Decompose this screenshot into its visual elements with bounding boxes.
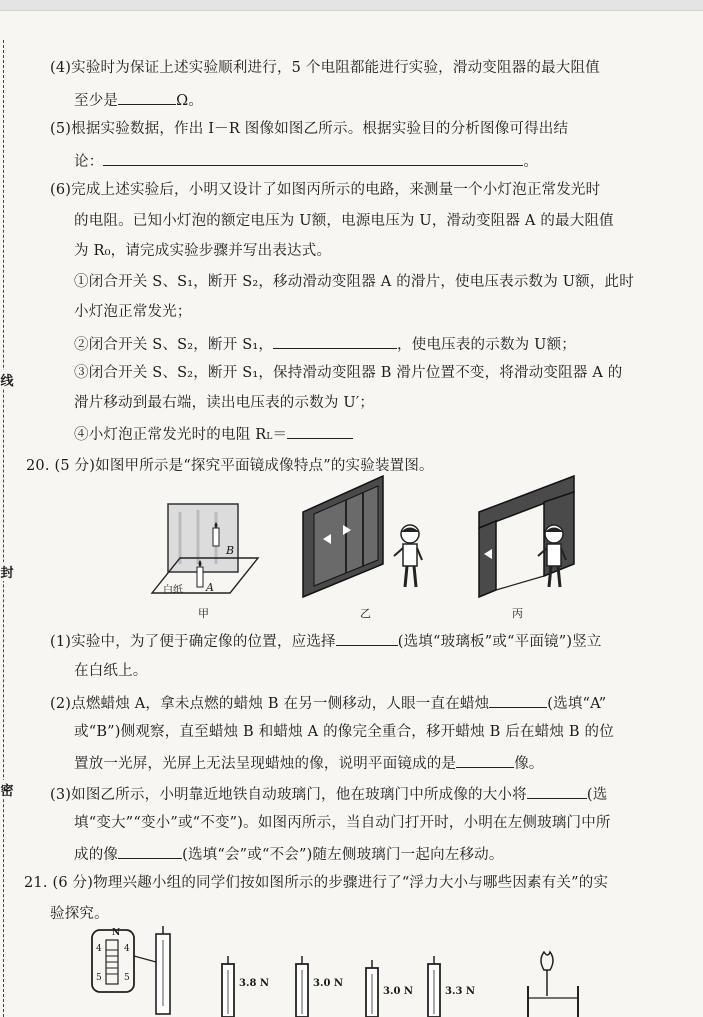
q20-p2-line3: 置放一光屏，光屏上无法呈现蜡烛的像，说明平面镜成的是 像。 xyxy=(74,752,544,774)
q19-p6-step3b: 滑片移动到最右端，读出电压表的示数为 U′； xyxy=(74,395,375,411)
q19-p6-step4: ④小灯泡正常发光时的电阻 RL＝ xyxy=(74,423,353,447)
q19-p6-step3a: ③闭合开关 S、S₂，断开 S₁，保持滑动变阻器 B 滑片位置不变，将滑动变阻器 A 的 xyxy=(74,365,623,381)
dial-tick: 4 xyxy=(124,944,130,954)
q20-p3-line3: 成的像 (选填“会”或“不会”)随左侧玻璃门一起向左移动。 xyxy=(74,843,504,865)
q20-p3-line2: 填“变大”“变小”或“不变”)。如图丙所示，当自动门打开时，小明在左侧玻璃门中所 xyxy=(74,815,611,831)
caption-bing: 丙 xyxy=(512,607,523,620)
q19-p5-line1: (5)根据实验数据，作出 I－R 图像如图乙所示。根据实验目的分析图像可得出结 xyxy=(50,121,569,137)
scale-reading-1: 3.8 N xyxy=(239,978,270,989)
answer-blank[interactable] xyxy=(273,333,397,349)
figure-bing-open-glass-door xyxy=(474,472,614,602)
figure-yi-closed-glass-door xyxy=(298,472,438,602)
scale-reading-4: 3.3 N xyxy=(445,986,476,997)
q19-p4-line1: (4)实验时为保证上述实验顺利进行，5 个电阻都能进行实验，滑动变阻器的最大阻值 xyxy=(50,60,600,76)
scale-reading-2: 3.0 N xyxy=(313,978,344,989)
q20-p1-line2: 在白纸上。 xyxy=(74,663,148,679)
q19-p4-line2: 至少是 Ω。 xyxy=(74,89,203,111)
dial-tick: 5 xyxy=(96,973,102,983)
margin-mark-xian: 线 xyxy=(0,370,14,389)
q19-p6-step1b: 小灯泡正常发光； xyxy=(74,304,192,320)
dial-tick: 4 xyxy=(96,944,102,954)
answer-blank[interactable] xyxy=(103,150,523,166)
q21-header-line1: 21. (6 分)物理兴趣小组的同学们按如图所示的步骤进行了“浮力大小与哪些因素有关”的实 xyxy=(24,875,609,891)
q19-p6-line1: (6)完成上述实验后，小明又设计了如图丙所示的电路，来测量一个小灯泡正常发光时 xyxy=(50,182,601,198)
q20-header: 20. (5 分)如图甲所示是“探究平面镜成像特点”的实验装置图。 xyxy=(26,458,434,474)
margin-mark-feng: 封 xyxy=(0,562,14,581)
margin-mark-mi: 密 xyxy=(0,780,14,799)
label-white-paper: 白纸 xyxy=(163,585,183,596)
answer-blank[interactable] xyxy=(527,783,587,799)
figure-hand-beaker xyxy=(520,946,590,1017)
dial-unit-n: N xyxy=(112,928,121,938)
q19-p6-line3: 为 R₀，请完成实验步骤并写出表达式。 xyxy=(74,243,332,259)
q21-header-line2: 验探究。 xyxy=(50,906,109,922)
answer-blank[interactable] xyxy=(336,630,398,646)
answer-blank[interactable] xyxy=(118,843,182,859)
caption-yi: 乙 xyxy=(360,607,371,620)
label-candle-a: A xyxy=(206,581,214,594)
figure-jia-mirror-setup xyxy=(140,500,270,605)
answer-blank[interactable] xyxy=(456,752,514,768)
figure-spring-scale-dial xyxy=(86,926,182,1017)
scale-reading-3: 3.0 N xyxy=(383,986,414,997)
label-candle-b: B xyxy=(226,544,235,557)
answer-blank[interactable] xyxy=(118,89,176,105)
q20-p1-line1: (1)实验中，为了便于确定像的位置，应选择 (选填“玻璃板”或“平面镜”)竖立 xyxy=(50,630,602,652)
dial-tick: 5 xyxy=(124,973,130,983)
answer-blank[interactable] xyxy=(287,423,353,439)
q20-p3-line1: (3)如图乙所示，小明靠近地铁自动玻璃门，他在玻璃门中所成像的大小将 (选 xyxy=(50,783,607,805)
q19-p5-line2: 论： 。 xyxy=(74,150,538,172)
q19-p6-step2: ②闭合开关 S、S₂，断开 S₁， ，使电压表的示数为 U额； xyxy=(74,333,576,355)
q20-p2-line1: (2)点燃蜡烛 A，拿未点燃的蜡烛 B 在另一侧移动，人眼一直在蜡烛 (选填“A” xyxy=(50,692,606,714)
answer-blank[interactable] xyxy=(489,692,547,708)
q19-p6-step1a: ①闭合开关 S、S₁，断开 S₂，移动滑动变阻器 A 的滑片，使电压表示数为 U额，此时 xyxy=(74,274,634,290)
q20-p2-line2: 或“B”)侧观察，直至蜡烛 B 和蜡烛 A 的像完全重合，移开蜡烛 B 后在蜡烛 B 的位 xyxy=(74,724,614,740)
caption-jia: 甲 xyxy=(198,607,209,620)
q19-p6-line2: 的电阻。已知小灯泡的额定电压为 U额，电源电压为 U，滑动变阻器 A 的最大阻值 xyxy=(74,213,614,229)
